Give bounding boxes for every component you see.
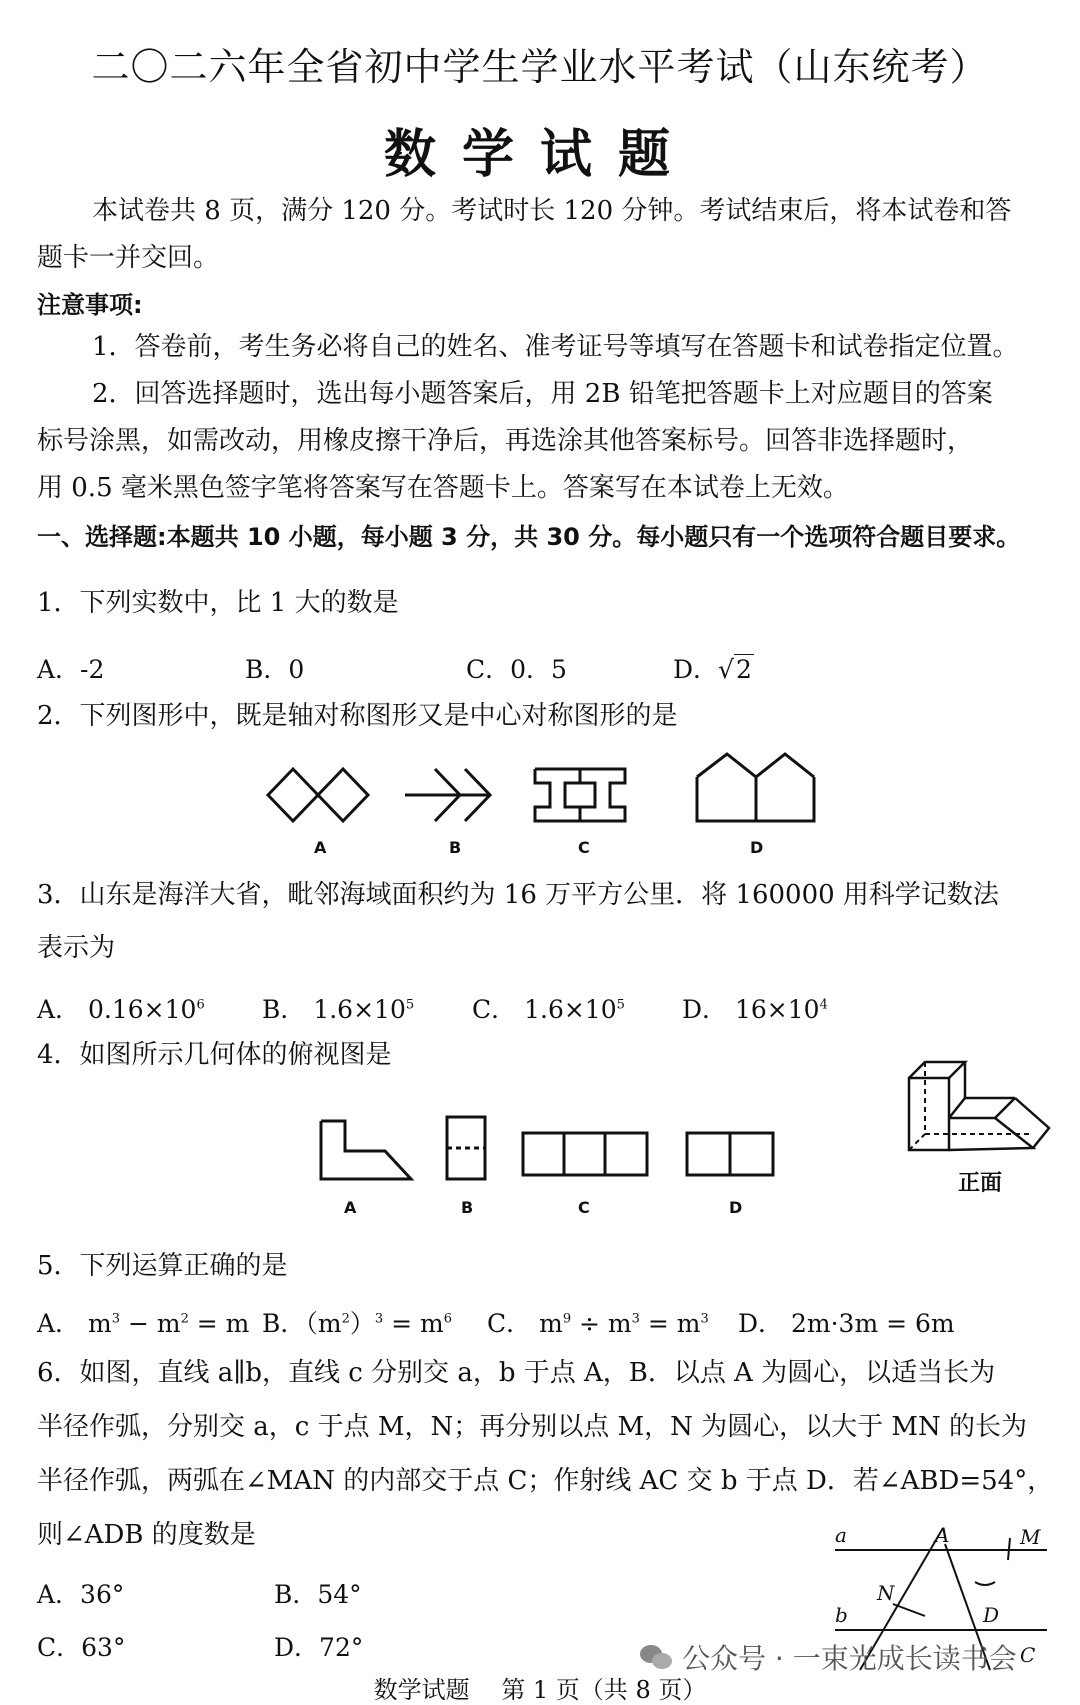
q5-a-part: − m: [120, 1309, 181, 1338]
q5-c-exp: 3: [700, 1311, 709, 1327]
q1-option-d-value: 2: [735, 655, 752, 684]
q6-label-D: D: [983, 1603, 1000, 1627]
q3-option-d-exp: 4: [819, 997, 828, 1013]
q6-option-a: A．36°: [37, 1580, 125, 1609]
q5-a-exp: 2: [180, 1311, 189, 1327]
q4-figure-c: [523, 1133, 647, 1175]
q4-figure-a: [321, 1121, 411, 1179]
q4-label-b: B: [461, 1198, 474, 1217]
q5-b-part: = m: [383, 1309, 444, 1338]
q4-figure-d: [687, 1133, 773, 1175]
q3-option-c: [472, 990, 625, 1026]
q6-label-M: M: [1020, 1525, 1041, 1549]
q4-figure-b: [447, 1117, 485, 1179]
q6-label-N: N: [877, 1581, 895, 1605]
q5-c-part: m: [539, 1309, 563, 1338]
section-1-heading: 一、选择题:本题共 10 小题，每小题 3 分，共 30 分。每小题只有一个选项符合题目要求。: [37, 523, 1021, 551]
q1-stem: 1．下列实数中，比 1 大的数是: [37, 588, 399, 618]
exam-title: 二〇二六年全省初中学生学业水平考试（山东统考）: [91, 45, 989, 89]
intro-line-2: 题卡一并交回。: [37, 243, 220, 273]
q5-option-a-label: A．: [37, 1309, 81, 1338]
q4-label-d: D: [729, 1198, 743, 1217]
q5-option-a: [37, 1304, 249, 1340]
q5-option-d-label: D．: [738, 1309, 784, 1338]
q5-c-part: = m: [639, 1309, 701, 1338]
q5-c-exp: 9: [562, 1311, 572, 1327]
subject-title: 数学试题: [383, 125, 696, 185]
intro-line-1: 本试卷共 8 页，满分 120 分。考试时长 120 分钟。考试结束后，将本试卷和答: [92, 196, 1012, 226]
q5-b-exp: 3: [374, 1311, 384, 1327]
q4-label-c: C: [578, 1198, 590, 1217]
q2-stem: 2．下列图形中，既是轴对称图形又是中心对称图形的是: [37, 701, 678, 731]
q3-option-d: [682, 990, 828, 1026]
q1-option-b: B．0: [245, 655, 305, 684]
q5-c-exp: 3: [631, 1311, 640, 1327]
q3-option-a-exp: 6: [196, 997, 205, 1013]
q3-stem-line-1: 3．山东是海洋大省，毗邻海域面积约为 16 万平方公里．将 160000 用科学记数法: [37, 880, 999, 910]
q1-option-a: A．-2: [37, 655, 105, 684]
q2-label-b: B: [449, 838, 462, 857]
notice-item-1: 1．答卷前，考生务必将自己的姓名、准考证号等填写在答题卡和试卷指定位置。: [92, 332, 1019, 362]
q1-option-d-label: D．: [673, 655, 719, 684]
q5-option-d-value: 2m·3m = 6m: [791, 1309, 955, 1338]
q5-b-exp: 2: [341, 1311, 350, 1327]
q2-figure-c: [535, 769, 625, 821]
notice-heading: 注意事项:: [37, 291, 143, 319]
q2-figure-b: [405, 769, 490, 821]
q4-stem: 4．如图所示几何体的俯视图是: [37, 1040, 392, 1070]
q5-b-part: （m: [305, 1309, 342, 1338]
q4-solid-figure: [905, 1048, 1055, 1158]
q5-option-c-label: C．: [487, 1309, 532, 1338]
q3-option-b-exp: 5: [405, 997, 415, 1013]
q2-label-a: A: [314, 838, 327, 857]
page-footer: 数学试题 第 1 页（共 8 页）: [373, 1676, 707, 1704]
sqrt-symbol: √2: [718, 655, 752, 684]
q4-options-figures: [315, 1115, 785, 1185]
wechat-icon: [640, 1643, 674, 1671]
q3-option-c-label: C．: [472, 995, 517, 1024]
q5-c-part: ÷ m: [571, 1309, 632, 1338]
q3-option-a: [37, 990, 205, 1026]
q5-b-part: ）: [349, 1309, 375, 1338]
q1-option-d: [673, 650, 754, 686]
q5-option-b-label: B．: [262, 1309, 306, 1338]
notice-item-2-line-1: 2．回答选择题时，选出每小题答案后，用 2B 铅笔把答题卡上对应题目的答案: [92, 379, 993, 409]
q3-option-d-base: 16×10: [735, 995, 820, 1024]
q2-figure-d: [697, 754, 814, 821]
watermark-text: 公众号 · 一束光成长读书会: [682, 1642, 1017, 1675]
q3-option-d-label: D．: [682, 995, 728, 1024]
q3-option-a-label: A．: [37, 995, 81, 1024]
q3-option-b: [262, 990, 414, 1026]
notice-item-2-line-2: 标号涂黑，如需改动，用橡皮擦干净后，再选涂其他答案标号。回答非选择题时，: [37, 426, 974, 456]
q2-label-c: C: [578, 838, 590, 857]
q6-line-4: 则∠ADB 的度数是: [37, 1520, 256, 1550]
q3-option-b-label: B．: [262, 995, 306, 1024]
q6-option-d: D．72°: [274, 1633, 364, 1662]
q6-line-3: 半径作弧，两弧在∠MAN 的内部交于点 C；作射线 AC 交 b 于点 D．若∠ABD=54°，: [37, 1466, 1054, 1496]
q6-option-b: B．54°: [274, 1580, 362, 1609]
q5-option-c: [487, 1304, 709, 1340]
q6-line-1: 6．如图，直线 a∥b，直线 c 分别交 a，b 于点 A，B．以点 A 为圆心，以适当长为: [37, 1358, 996, 1388]
q3-option-c-exp: 5: [616, 997, 625, 1013]
q1-option-c: C．0．5: [466, 655, 567, 684]
q3-option-a-base: 0.16×10: [88, 995, 197, 1024]
q5-a-part: m: [88, 1309, 112, 1338]
q6-line-2: 半径作弧，分别交 a，c 于点 M，N；再分别以点 M，N 为圆心，以大于 MN 的长为: [37, 1412, 1028, 1442]
q3-stem-line-2: 表示为: [37, 933, 116, 963]
q3-option-c-base: 1.6×10: [524, 995, 617, 1024]
q6-label-b: b: [835, 1603, 848, 1627]
q5-option-d: [738, 1304, 955, 1340]
q5-a-exp: 3: [111, 1311, 121, 1327]
q5-option-b: [262, 1304, 452, 1340]
q2-figures: [260, 755, 820, 845]
notice-item-2-line-3: 用 0.5 毫米黑色签字笔将答案写在答题卡上。答案写在本试卷上无效。: [37, 473, 849, 503]
q5-a-part: = m: [188, 1309, 250, 1338]
q6-label-A: A: [935, 1523, 950, 1547]
q2-label-d: D: [750, 838, 764, 857]
q4-front-label: 正面: [958, 1171, 1003, 1196]
q6-label-C: C: [1020, 1643, 1036, 1667]
q4-label-a: A: [344, 1198, 357, 1217]
q5-stem: 5．下列运算正确的是: [37, 1251, 288, 1281]
q2-figure-a: [268, 769, 368, 821]
q3-option-b-base: 1.6×10: [313, 995, 406, 1024]
q6-option-c: C．63°: [37, 1633, 126, 1662]
q5-b-exp: 6: [443, 1311, 452, 1327]
q6-label-a: a: [835, 1523, 847, 1547]
